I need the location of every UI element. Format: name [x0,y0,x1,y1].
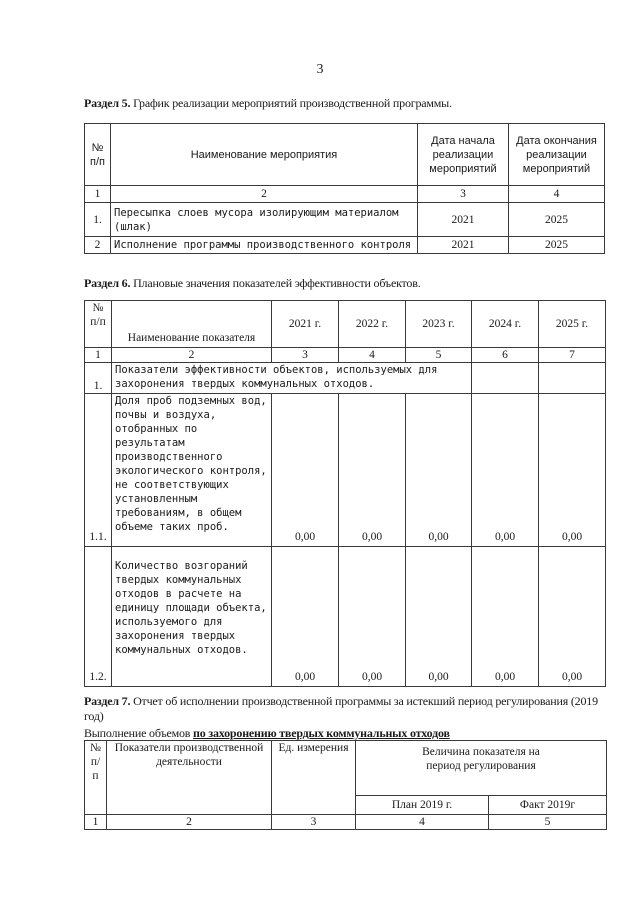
row-start: 2021 [418,237,509,254]
index-cell: 5 [489,815,607,830]
row-value: 0,00 [406,547,472,687]
row-value: 0,00 [406,394,472,547]
section6-heading [84,276,421,291]
table-group-row [85,363,606,394]
row-value: 0,00 [339,547,406,687]
table-index-row [85,348,606,363]
index-cell: 2 [112,348,272,363]
table-index-row [85,815,607,830]
index-cell: 1 [85,348,112,363]
col-num-header: № п/п [85,124,111,186]
table-header-row [85,301,606,348]
row-value: 0,00 [539,547,606,687]
row-end: 2025 [509,203,605,237]
table-row [85,203,605,237]
col-year-header: 2023 г. [406,301,472,348]
index-cell: 3 [272,815,356,830]
row-value: 0,00 [339,394,406,547]
group-num: 1. [85,363,112,394]
index-cell: 2 [107,815,272,830]
row-value: 0,00 [272,394,339,547]
col-name-header: Наименование показателя [112,301,272,348]
index-cell: 5 [406,348,472,363]
table-row [85,547,606,687]
index-cell: 4 [339,348,406,363]
section5-title: График реализации мероприятий производственной программы. [133,96,452,110]
row-name: Исполнение программы производственного контроля [111,237,418,254]
section7-table [84,740,607,830]
col-value-header: Величина показателя на период регулирования [356,741,607,796]
index-cell: 4 [356,815,489,830]
table-index-row [85,186,605,203]
table-header-row [85,124,605,186]
index-cell: 4 [509,186,605,203]
section7-title: Отчет об исполнении производственной программы за истекший период регулирования (2019 год) [84,694,598,723]
section7-subtitle-underlined: по захоронению твердых коммунальных отходов [193,726,450,740]
section6-title: Плановые значения показателей эффективности объектов. [133,276,421,290]
table-row [85,237,605,254]
index-cell: 3 [272,348,339,363]
row-start: 2021 [418,203,509,237]
row-name: Пересыпка слоев мусора изолирующим материалом (шлак) [111,203,418,237]
row-num: 1.1. [85,394,112,547]
empty-cell [472,363,539,394]
row-num: 1. [85,203,111,237]
col-end-header: Дата окончания реализации мероприятий [509,124,605,186]
row-num: 1.2. [85,547,112,687]
group-name: Показатели эффективности объектов, используемых для захоронения твердых коммунальных отходов. [112,363,472,394]
section7-label: Раздел 7. [84,694,131,708]
table-header-row [85,741,607,796]
section5-heading [84,96,452,111]
empty-cell [539,363,606,394]
col-plan-header: План 2019 г. [356,796,489,815]
index-cell: 6 [472,348,539,363]
col-name-header: Наименование мероприятия [111,124,418,186]
row-end: 2025 [509,237,605,254]
col-year-header: 2025 г. [539,301,606,348]
section7-subtitle [84,726,450,741]
row-num: 2 [85,237,111,254]
col-start-header: Дата начала реализации мероприятий [418,124,509,186]
index-cell: 2 [111,186,418,203]
col-unit-header: Ед. измерения [272,741,356,815]
col-indicators-header: Показатели производственной деятельности [107,741,272,815]
col-year-header: 2021 г. [272,301,339,348]
section5-table [84,123,605,254]
index-cell: 7 [539,348,606,363]
col-num-header: № п/п [85,301,112,348]
section6-table [84,300,606,687]
col-year-header: 2022 г. [339,301,406,348]
table-row [85,394,606,547]
section6-label: Раздел 6. [84,276,131,290]
row-value: 0,00 [472,394,539,547]
col-fact-header: Факт 2019г [489,796,607,815]
row-value: 0,00 [539,394,606,547]
row-value: 0,00 [472,547,539,687]
section7-heading [84,694,604,724]
index-cell: 1 [85,815,107,830]
row-name: Количество возгораний твердых коммунальных отходов в расчете на единицу площади объекта, используемого для захоронения твердых коммунальных отходов. [112,547,272,687]
index-cell: 3 [418,186,509,203]
page-number: 3 [316,62,324,77]
col-year-header: 2024 г. [472,301,539,348]
row-value: 0,00 [272,547,339,687]
row-name: Доля проб подземных вод, почвы и воздуха, отобранных по результатам производственного экологического контроля, не соответствующих установленным требованиям, в общем объеме таких проб. [112,394,272,547]
index-cell: 1 [85,186,111,203]
col-num-header: № п/п [85,741,107,815]
section5-label: Раздел 5. [84,96,131,110]
section7-subtitle-prefix: Выполнение объемов [84,726,191,740]
